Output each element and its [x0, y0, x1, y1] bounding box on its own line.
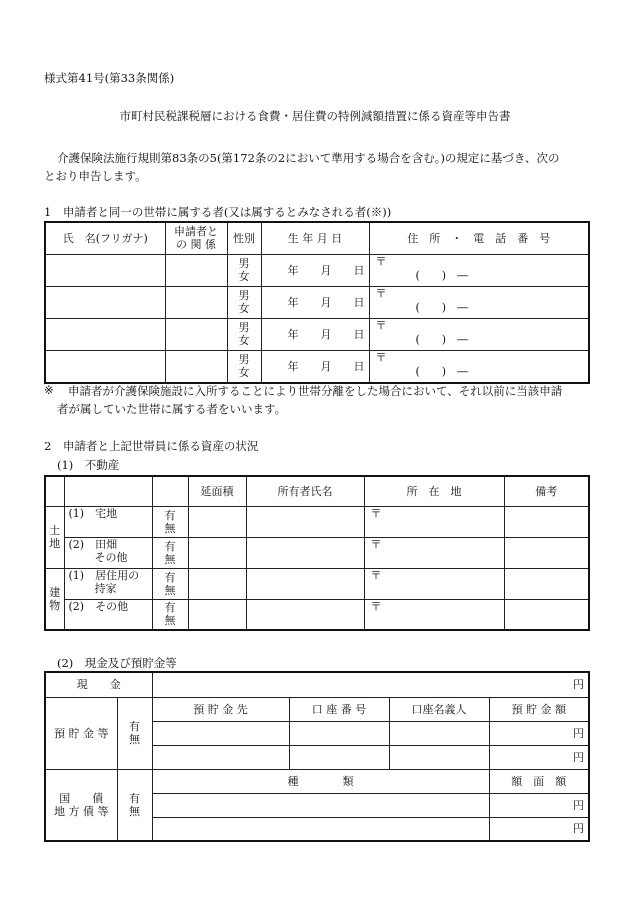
sex-field[interactable]: 男 女	[227, 254, 261, 286]
header-blank	[152, 476, 188, 506]
location-field[interactable]: 〒	[364, 599, 504, 630]
header-name: 氏 名(フリガナ)	[45, 222, 165, 254]
remarks-field[interactable]	[504, 599, 589, 630]
intro-text-line2: とおり申告します。	[44, 169, 147, 183]
page-title: 市町村民税課税層における食費・居住費の特例減額措置に係る資産等申告書	[119, 109, 511, 123]
cash-amount-field[interactable]: 円	[152, 672, 589, 697]
property-type-label: (1) 宅地	[64, 506, 152, 537]
household-row	[45, 254, 589, 286]
owner-name-field[interactable]	[246, 537, 364, 568]
address-field[interactable]: 〒 ( ) ―	[369, 254, 589, 286]
household-row	[45, 350, 589, 383]
real-estate-row	[45, 568, 589, 599]
name-field[interactable]	[45, 350, 165, 383]
location-field[interactable]: 〒	[364, 568, 504, 599]
remarks-field[interactable]	[504, 537, 589, 568]
relation-field[interactable]	[165, 286, 227, 318]
real-estate-row	[45, 537, 589, 568]
header-floor-area: 延面積	[188, 476, 246, 506]
land-label: 土 地	[45, 506, 64, 568]
header-remarks: 備考	[504, 476, 589, 506]
floor-area-field[interactable]	[188, 599, 246, 630]
face-value-field[interactable]: 円	[489, 793, 589, 817]
header-birthdate: 生 年 月 日	[261, 222, 369, 254]
address-field[interactable]: 〒 ( ) ―	[369, 318, 589, 350]
property-type-label: (1) 居住用の 持家	[64, 568, 152, 599]
account-number-field[interactable]	[289, 745, 389, 769]
has-property-toggle[interactable]: 有 無	[152, 568, 188, 599]
sex-field[interactable]: 男 女	[227, 350, 261, 383]
header-account-number: 口 座 番 号	[289, 697, 389, 721]
remarks-field[interactable]	[504, 506, 589, 537]
bank-field[interactable]	[152, 721, 289, 745]
has-deposit-toggle[interactable]: 有 無	[117, 697, 152, 769]
building-label: 建 物	[45, 568, 64, 630]
deposit-amount-field[interactable]: 円	[489, 745, 589, 769]
real-estate-row	[45, 506, 589, 537]
deposit-amount-field[interactable]: 円	[489, 721, 589, 745]
household-table	[44, 221, 590, 384]
form-number: 様式第41号(第33条関係)	[44, 71, 175, 85]
header-address-phone: 住 所 ・ 電 話 番 号	[369, 222, 589, 254]
name-field[interactable]	[45, 286, 165, 318]
header-bank: 預 貯 金 先	[152, 697, 289, 721]
relation-field[interactable]	[165, 318, 227, 350]
property-type-label: (2) その他	[64, 599, 152, 630]
cash-table	[44, 671, 590, 842]
floor-area-field[interactable]	[188, 506, 246, 537]
note-line1: 申請者が介護保険施設に入所することにより世帯分離をした場合において、それ以前に当該申請	[68, 384, 563, 398]
real-estate-row	[45, 599, 589, 630]
header-blank	[45, 476, 64, 506]
header-owner-name: 所有者氏名	[246, 476, 364, 506]
real-estate-table	[44, 475, 590, 631]
intro-text-line1: 介護保険法施行規則第83条の5(第172条の2において準用する場合を含む。)の規定に基づき、次の	[57, 151, 560, 165]
header-account-holder: 口座名義人	[389, 697, 489, 721]
header-relation: 申請者と の 関 係	[165, 222, 227, 254]
floor-area-field[interactable]	[188, 568, 246, 599]
has-property-toggle[interactable]: 有 無	[152, 506, 188, 537]
account-holder-field[interactable]	[389, 721, 489, 745]
relation-field[interactable]	[165, 350, 227, 383]
bond-label: 国 債 地 方 債 等	[45, 769, 117, 841]
has-property-toggle[interactable]: 有 無	[152, 537, 188, 568]
owner-name-field[interactable]	[246, 568, 364, 599]
bank-field[interactable]	[152, 745, 289, 769]
birthdate-field[interactable]: 年 月 日	[261, 318, 369, 350]
bond-kind-field[interactable]	[152, 793, 489, 817]
household-row	[45, 286, 589, 318]
cash-heading: (2) 現金及び預貯金等	[57, 656, 177, 670]
deposit-label: 預 貯 金 等	[45, 697, 117, 769]
header-bond-kind: 種 類	[152, 769, 489, 793]
section1-heading: 1 申請者と同一の世帯に属する者(又は属するとみなされる者(※))	[44, 205, 392, 219]
name-field[interactable]	[45, 318, 165, 350]
remarks-field[interactable]	[504, 568, 589, 599]
cash-row	[45, 672, 589, 697]
address-field[interactable]: 〒 ( ) ―	[369, 286, 589, 318]
account-number-field[interactable]	[289, 721, 389, 745]
address-field[interactable]: 〒 ( ) ―	[369, 350, 589, 383]
birthdate-field[interactable]: 年 月 日	[261, 350, 369, 383]
header-location: 所 在 地	[364, 476, 504, 506]
floor-area-field[interactable]	[188, 537, 246, 568]
has-bond-toggle[interactable]: 有 無	[117, 769, 152, 841]
sex-field[interactable]: 男 女	[227, 318, 261, 350]
location-field[interactable]: 〒	[364, 537, 504, 568]
note-mark: ※	[44, 383, 54, 397]
face-value-field[interactable]: 円	[489, 817, 589, 841]
account-holder-field[interactable]	[389, 745, 489, 769]
header-face-value: 額 面 額	[489, 769, 589, 793]
bond-kind-field[interactable]	[152, 817, 489, 841]
birthdate-field[interactable]: 年 月 日	[261, 286, 369, 318]
header-blank	[64, 476, 152, 506]
real-estate-heading: (1) 不動産	[57, 458, 120, 472]
owner-name-field[interactable]	[246, 599, 364, 630]
owner-name-field[interactable]	[246, 506, 364, 537]
has-property-toggle[interactable]: 有 無	[152, 599, 188, 630]
location-field[interactable]: 〒	[364, 506, 504, 537]
sex-field[interactable]: 男 女	[227, 286, 261, 318]
note-line2: 者が属していた世帯に属する者をいいます。	[57, 402, 287, 416]
name-field[interactable]	[45, 254, 165, 286]
birthdate-field[interactable]: 年 月 日	[261, 254, 369, 286]
cash-label: 現 金	[45, 672, 152, 697]
relation-field[interactable]	[165, 254, 227, 286]
header-deposit-amount: 預 貯 金 額	[489, 697, 589, 721]
section2-heading: 2 申請者と上記世帯員に係る資産の状況	[44, 439, 259, 453]
header-sex: 性別	[227, 222, 261, 254]
property-type-label: (2) 田畑 その他	[64, 537, 152, 568]
household-row	[45, 318, 589, 350]
